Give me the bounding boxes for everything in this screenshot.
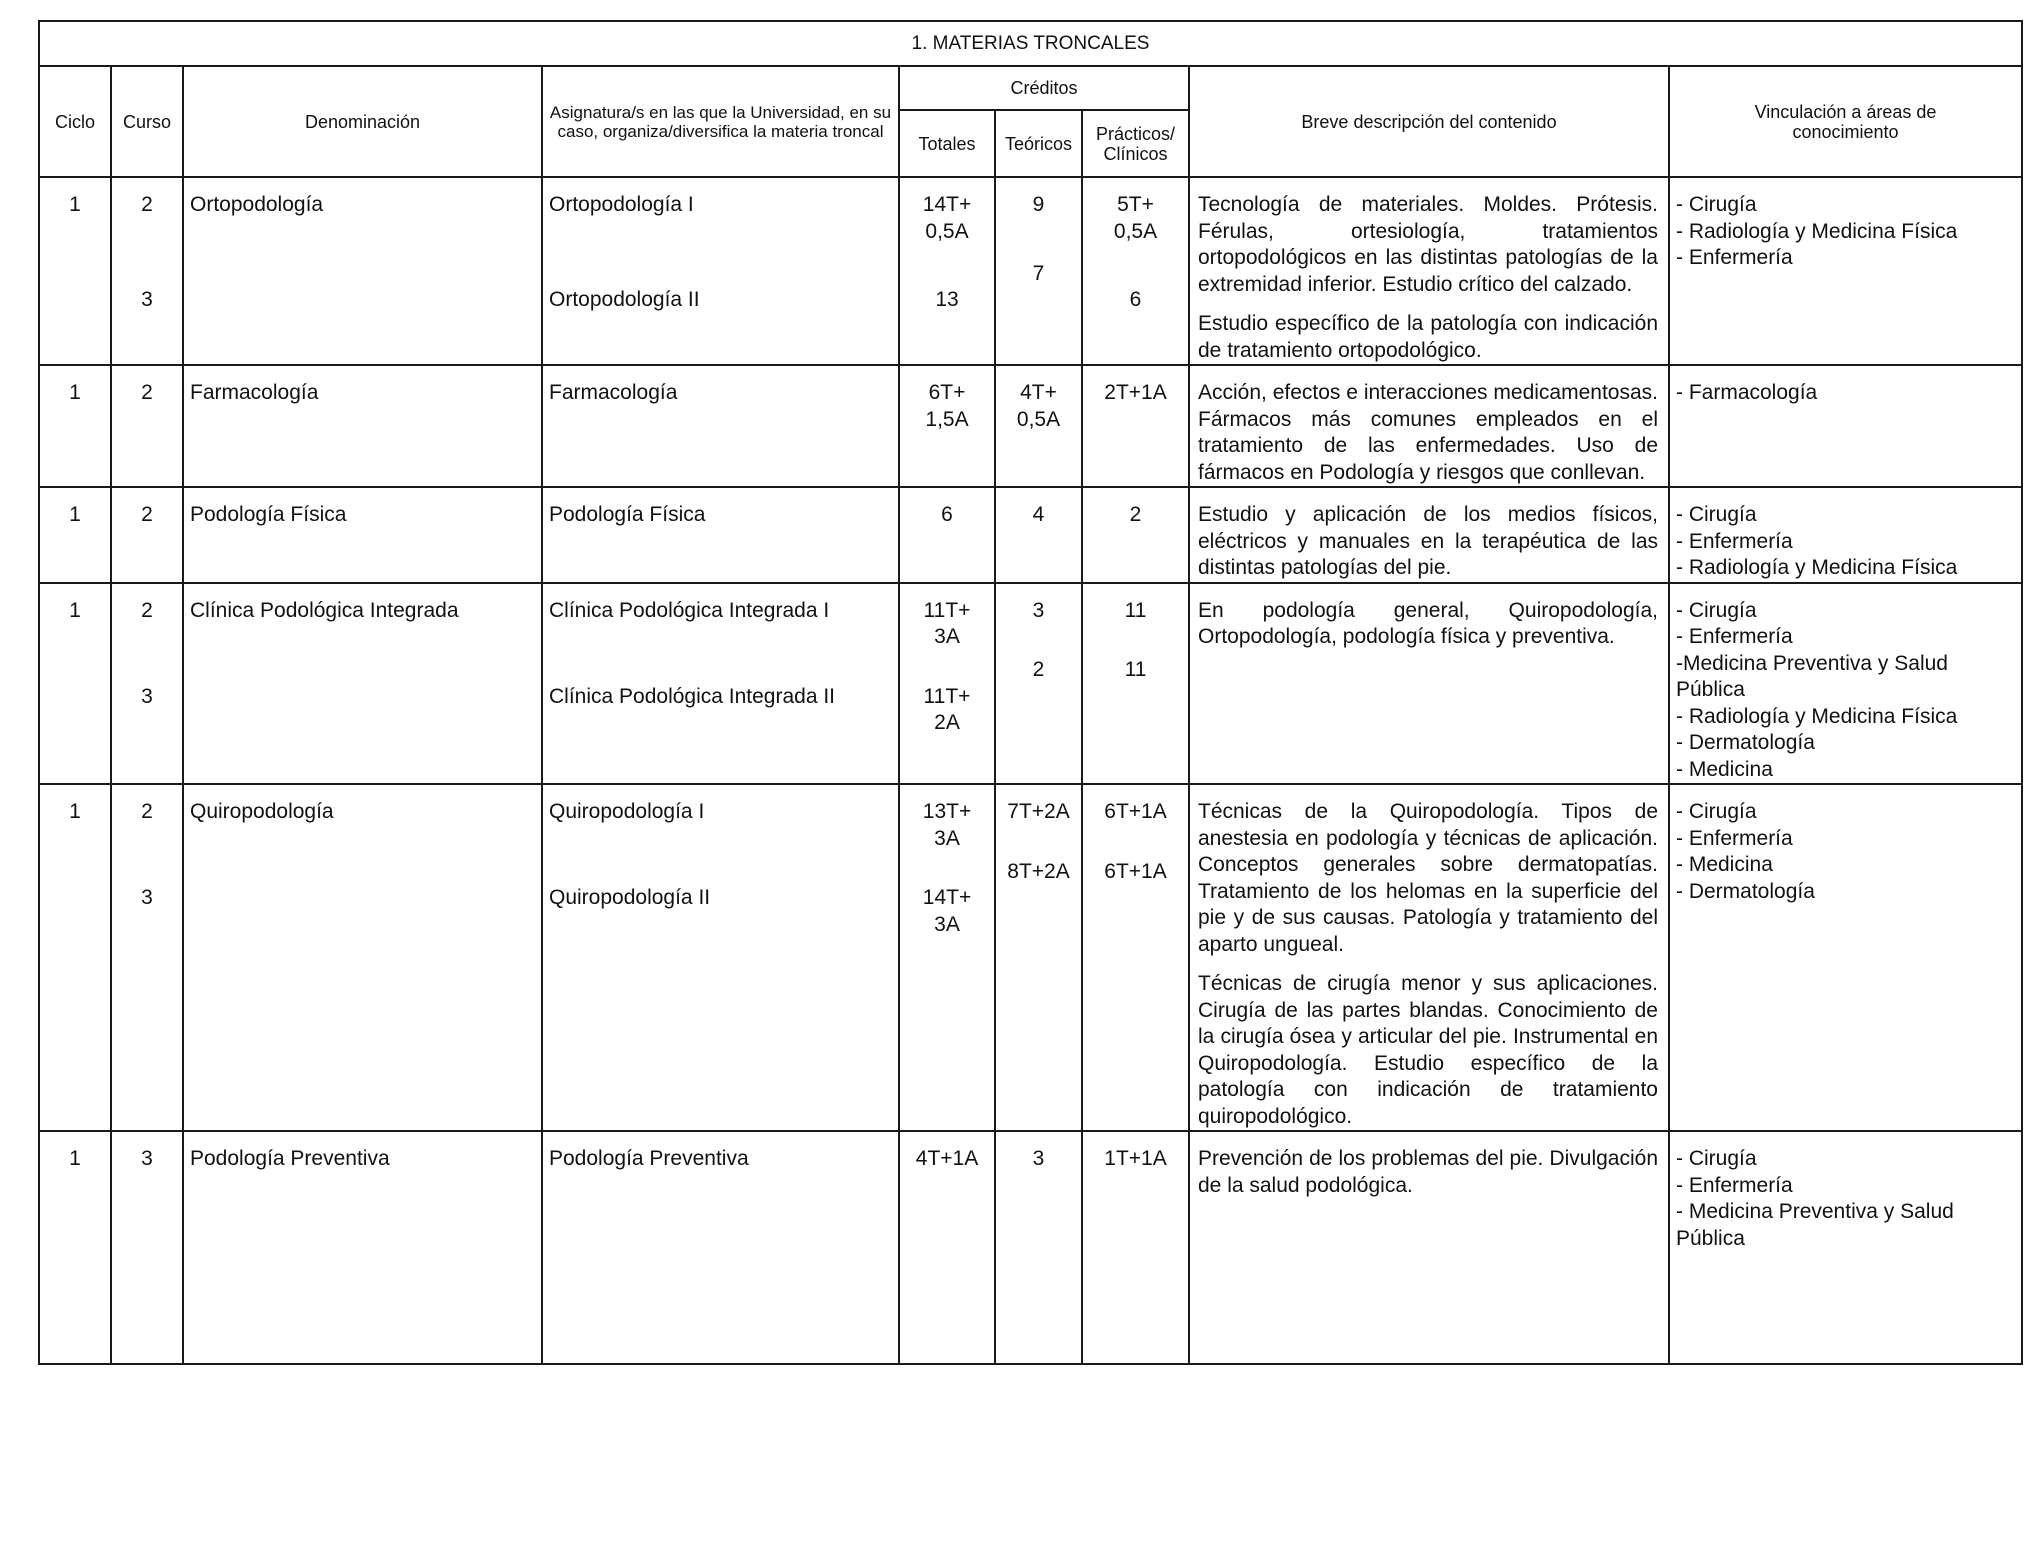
creditos-practicos-cell (1082, 1131, 1189, 1364)
ciclo-cell (39, 177, 111, 365)
asignatura-block (549, 598, 894, 651)
descripcion-block (1198, 502, 1658, 582)
table-title: 1. MATERIAS TRONCALES (39, 21, 2022, 66)
vinculacion-item: - Medicina Preventiva y Salud Pública (1676, 1200, 1954, 1250)
descripcion-block (1198, 192, 1658, 298)
denominacion-value: Podología Física (190, 503, 347, 526)
table-row (39, 784, 2022, 1131)
asignatura-cell (542, 784, 899, 1131)
table-row (39, 583, 2022, 785)
practicos-block (1083, 598, 1188, 625)
totales-block (900, 885, 994, 938)
ciclo-cell (39, 583, 111, 785)
totales-value: 14T+ (922, 886, 972, 909)
curso-cell (111, 1131, 183, 1364)
teoricos-value: 4T+ (1020, 381, 1057, 404)
creditos-practicos-cell (1082, 487, 1189, 583)
totales-value: 3A (934, 912, 960, 936)
curso-cell (111, 365, 183, 487)
descripcion-value: Estudio y aplicación de los medios físicos, eléctricos y manuales en la terapéutica de las distintas patologías del pie. (1198, 503, 1658, 579)
creditos-teoricos-cell (995, 1131, 1082, 1364)
materias-troncales-table (38, 20, 2023, 1365)
asignatura-value: Farmacología (549, 381, 678, 404)
curso-block (112, 1146, 182, 1173)
asignatura-value: Quiropodología I (549, 800, 705, 823)
asignatura-block (549, 287, 894, 314)
curso-value: 2 (141, 503, 153, 526)
vinculacion-item: - Enfermería (1676, 1173, 1793, 1197)
totales-value: 1,5A (925, 407, 969, 431)
totales-value: 11T+ (923, 598, 971, 622)
teoricos-block (996, 799, 1081, 826)
teoricos-value: 4 (1032, 503, 1045, 526)
denominacion-value: Podología Preventiva (190, 1147, 390, 1170)
totales-value: 6T+ (928, 381, 966, 404)
totales-value: 0,5A (925, 219, 969, 243)
header-descripcion: Breve descripción del contenido (1189, 66, 1669, 177)
creditos-teoricos-cell (995, 177, 1082, 365)
vinculacion-item: - Farmacología (1676, 381, 1818, 404)
curso-block (112, 380, 182, 407)
table-row (39, 365, 2022, 487)
vinculacion-item: - Dermatología (1676, 879, 1815, 903)
ciclo-value: 1 (69, 800, 81, 823)
creditos-practicos-cell (1082, 365, 1189, 487)
descripcion-value: En podología general, Quiropodología, Ortopodología, podología física y preventiva. (1198, 598, 1658, 648)
descripcion-value: Acción, efectos e interacciones medicamentosas. Fármacos más comunes empleados en el tratamiento de las enfermedades. Uso de fármacos en Podología y riesgos que conllevan. (1198, 381, 1658, 484)
curso-block (112, 684, 182, 711)
vinculacion-item: - Dermatología (1676, 731, 1815, 754)
asignatura-cell (542, 583, 899, 785)
creditos-totales-cell (899, 487, 995, 583)
header-denominacion: Denominación (183, 66, 542, 177)
descripcion-block (1198, 1146, 1658, 1199)
vinculacion-cell (1669, 1131, 2022, 1364)
practicos-value: 5T+ (1117, 193, 1154, 216)
asignatura-block (549, 380, 894, 407)
denominacion-value: Clínica Podológica Integrada (190, 598, 459, 622)
totales-value: 13T+ (922, 800, 972, 823)
header-asignatura: Asignatura/s en las que la Universidad, en su caso, organiza/diversifica la materia troncal (542, 66, 899, 177)
descripcion-value: Estudio específico de la patología con indicación de tratamiento ortopodológico. (1198, 312, 1658, 362)
teoricos-block (996, 859, 1081, 886)
denominacion-value: Ortopodología (190, 193, 324, 216)
asignatura-cell (542, 1131, 899, 1364)
curso-value: 2 (141, 800, 153, 823)
teoricos-value: 8T+2A (1007, 859, 1070, 883)
totales-block (900, 287, 994, 314)
descripcion-cell (1189, 784, 1669, 1131)
vinculacion-item: - Cirugía (1676, 800, 1757, 823)
descripcion-block (1198, 799, 1658, 958)
creditos-totales-cell (899, 1131, 995, 1364)
descripcion-cell (1189, 583, 1669, 785)
table-row (39, 487, 2022, 583)
descripcion-value: Tecnología de materiales. Moldes. Prótesis. Férulas, ortesiología, tratamientos ortopodológicos en las distintas patologías de la extremidad inferior. Estudio crítico del calzado. (1198, 193, 1658, 296)
totales-value: 13 (935, 288, 959, 311)
teoricos-value: 3 (1032, 598, 1045, 622)
practicos-value: 2T+1A (1104, 381, 1167, 404)
practicos-block (1083, 287, 1188, 314)
denominacion-value: Quiropodología (190, 800, 334, 823)
curso-cell (111, 784, 183, 1131)
asignatura-value: Quiropodología II (549, 886, 711, 909)
descripcion-cell (1189, 177, 1669, 365)
teoricos-value: 7 (1032, 261, 1045, 285)
creditos-totales-cell (899, 365, 995, 487)
vinculacion-item: - Cirugía (1676, 503, 1757, 526)
denominacion-cell (183, 177, 542, 365)
asignatura-value: Podología Física (549, 503, 706, 526)
materias-troncales-sheet (38, 20, 2021, 1365)
teoricos-block (996, 502, 1081, 529)
teoricos-block (996, 1146, 1081, 1173)
totales-value: 4T+1A (915, 1147, 979, 1170)
creditos-teoricos-cell (995, 365, 1082, 487)
ciclo-cell (39, 1131, 111, 1364)
vinculacion-item: - Enfermería (1676, 826, 1793, 850)
curso-block (112, 799, 182, 852)
descripcion-cell (1189, 365, 1669, 487)
totales-value: 2A (934, 711, 960, 734)
practicos-block (1083, 859, 1188, 886)
totales-block (900, 598, 994, 651)
curso-cell (111, 177, 183, 365)
descripcion-block (1198, 311, 1658, 364)
denominacion-cell (183, 583, 542, 785)
totales-block (900, 684, 994, 737)
header-curso: Curso (111, 66, 183, 177)
practicos-value: 0,5A (1113, 219, 1158, 243)
curso-value: 3 (141, 684, 153, 708)
asignatura-block (549, 684, 894, 711)
vinculacion-item: - Medicina (1676, 853, 1773, 876)
practicos-value: 2 (1129, 503, 1142, 526)
totales-value: 14T+ (922, 193, 972, 216)
totales-value: 3A (934, 625, 960, 648)
teoricos-value: 9 (1032, 193, 1045, 216)
denominacion-cell (183, 784, 542, 1131)
creditos-teoricos-cell (995, 487, 1082, 583)
teoricos-value: 2 (1032, 658, 1045, 681)
ciclo-cell (39, 784, 111, 1131)
vinculacion-cell (1669, 365, 2022, 487)
asignatura-value: Clínica Podológica Integrada II (549, 684, 836, 708)
asignatura-cell (542, 365, 899, 487)
curso-cell (111, 583, 183, 785)
teoricos-value: 7T+2A (1007, 800, 1070, 823)
practicos-value: 6T+1A (1104, 859, 1167, 883)
header-teoricos: Teóricos (995, 110, 1082, 177)
asignatura-value: Clínica Podológica Integrada I (549, 598, 830, 622)
descripcion-cell (1189, 1131, 1669, 1364)
teoricos-value: 0,5A (1016, 407, 1061, 431)
creditos-teoricos-cell (995, 583, 1082, 785)
header-creditos: Créditos (899, 66, 1189, 110)
creditos-practicos-cell (1082, 583, 1189, 785)
ciclo-value: 1 (69, 381, 81, 404)
table-body (39, 177, 2022, 1364)
creditos-totales-cell (899, 583, 995, 785)
ciclo-cell (39, 365, 111, 487)
practicos-value: 1T+1A (1104, 1147, 1167, 1170)
vinculacion-cell (1669, 784, 2022, 1131)
teoricos-block (996, 657, 1081, 684)
curso-block (112, 598, 182, 651)
curso-value: 3 (141, 288, 153, 311)
practicos-block (1083, 799, 1188, 826)
curso-block (112, 287, 182, 314)
denominacion-cell (183, 487, 542, 583)
denominacion-cell (183, 1131, 542, 1364)
vinculacion-cell (1669, 487, 2022, 583)
practicos-block (1083, 657, 1188, 684)
vinculacion-item: - Enfermería (1676, 246, 1793, 269)
asignatura-block (549, 885, 894, 912)
vinculacion-item: - Radiología y Medicina Física (1676, 704, 1958, 728)
curso-value: 3 (141, 1147, 153, 1170)
practicos-value: 6 (1129, 288, 1142, 311)
asignatura-block (549, 192, 894, 245)
ciclo-value: 1 (69, 503, 81, 526)
vinculacion-cell (1669, 583, 2022, 785)
asignatura-cell (542, 177, 899, 365)
vinculacion-item: - Enfermería (1676, 625, 1793, 648)
totales-block (900, 192, 994, 245)
asignatura-block (549, 502, 894, 529)
totales-block (900, 1146, 994, 1173)
teoricos-block (996, 598, 1081, 625)
denominacion-cell (183, 365, 542, 487)
creditos-practicos-cell (1082, 784, 1189, 1131)
denominacion-value: Farmacología (190, 381, 319, 404)
descripcion-value: Técnicas de cirugía menor y sus aplicaciones. Cirugía de las partes blandas. Conocimiento de la cirugía ósea y articular del pie. Instrumental en Quiropodología. Estudio específico de la patología con indicación de tratamiento quiropodológico. (1198, 972, 1658, 1128)
header-vinculacion: Vinculación a áreas de conocimiento (1669, 66, 2022, 177)
curso-block (112, 885, 182, 912)
teoricos-value: 3 (1032, 1147, 1045, 1170)
practicos-block (1083, 192, 1188, 245)
vinculacion-item: -Medicina Preventiva y Salud Pública (1676, 651, 1948, 701)
vinculacion-item: - Radiología y Medicina Física (1676, 556, 1958, 579)
curso-value: 3 (141, 886, 153, 909)
asignatura-value: Ortopodología II (549, 288, 700, 311)
teoricos-block (996, 380, 1081, 433)
vinculacion-cell (1669, 177, 2022, 365)
teoricos-block (996, 261, 1081, 288)
curso-value: 2 (141, 381, 153, 404)
ciclo-value: 1 (69, 1147, 81, 1170)
descripcion-value: Técnicas de la Quiropodología. Tipos de anestesia en podología y técnicas de aplicación. Conceptos generales sobre dermatopatías. Tratamiento de los helomas en la superficie del pie y de sus causas. Patología y tratamiento del aparto ungueal. (1198, 800, 1658, 956)
creditos-teoricos-cell (995, 784, 1082, 1131)
vinculacion-item: - Cirugía (1676, 1147, 1757, 1170)
practicos-block (1083, 380, 1188, 407)
practicos-value: 11 (1124, 658, 1147, 681)
asignatura-value: Ortopodología I (549, 193, 694, 216)
asignatura-cell (542, 487, 899, 583)
practicos-value: 6T+1A (1104, 800, 1167, 823)
totales-block (900, 502, 994, 529)
totales-value: 6 (941, 503, 953, 526)
curso-value: 2 (141, 598, 153, 622)
asignatura-block (549, 1146, 894, 1173)
totales-block (900, 799, 994, 852)
curso-cell (111, 487, 183, 583)
descripcion-block (1198, 971, 1658, 1130)
header-practicos: Prácticos/ Clínicos (1082, 110, 1189, 177)
totales-value: 11T+ (923, 684, 971, 708)
curso-block (112, 502, 182, 529)
vinculacion-item: - Cirugía (1676, 598, 1757, 622)
creditos-practicos-cell (1082, 177, 1189, 365)
vinculacion-item: - Enfermería (1676, 529, 1793, 553)
ciclo-cell (39, 487, 111, 583)
descripcion-block (1198, 380, 1658, 486)
header-ciclo: Ciclo (39, 66, 111, 177)
ciclo-value: 1 (69, 193, 81, 216)
teoricos-block (996, 192, 1081, 219)
vinculacion-item: - Medicina (1676, 757, 1773, 781)
curso-block (112, 192, 182, 245)
table-row (39, 1131, 2022, 1364)
practicos-value: 11 (1124, 598, 1147, 622)
header-totales: Totales (899, 110, 995, 177)
table-row (39, 177, 2022, 365)
practicos-block (1083, 1146, 1188, 1173)
ciclo-value: 1 (69, 598, 81, 622)
vinculacion-item: - Cirugía (1676, 193, 1757, 216)
asignatura-value: Podología Preventiva (549, 1147, 749, 1170)
practicos-block (1083, 502, 1188, 529)
descripcion-value: Prevención de los problemas del pie. Divulgación de la salud podológica. (1198, 1147, 1658, 1197)
creditos-totales-cell (899, 784, 995, 1131)
creditos-totales-cell (899, 177, 995, 365)
curso-value: 2 (141, 193, 153, 216)
descripcion-block (1198, 598, 1658, 651)
totales-block (900, 380, 994, 433)
totales-value: 3A (934, 826, 960, 850)
vinculacion-item: - Radiología y Medicina Física (1676, 219, 1958, 243)
descripcion-cell (1189, 487, 1669, 583)
asignatura-block (549, 799, 894, 852)
